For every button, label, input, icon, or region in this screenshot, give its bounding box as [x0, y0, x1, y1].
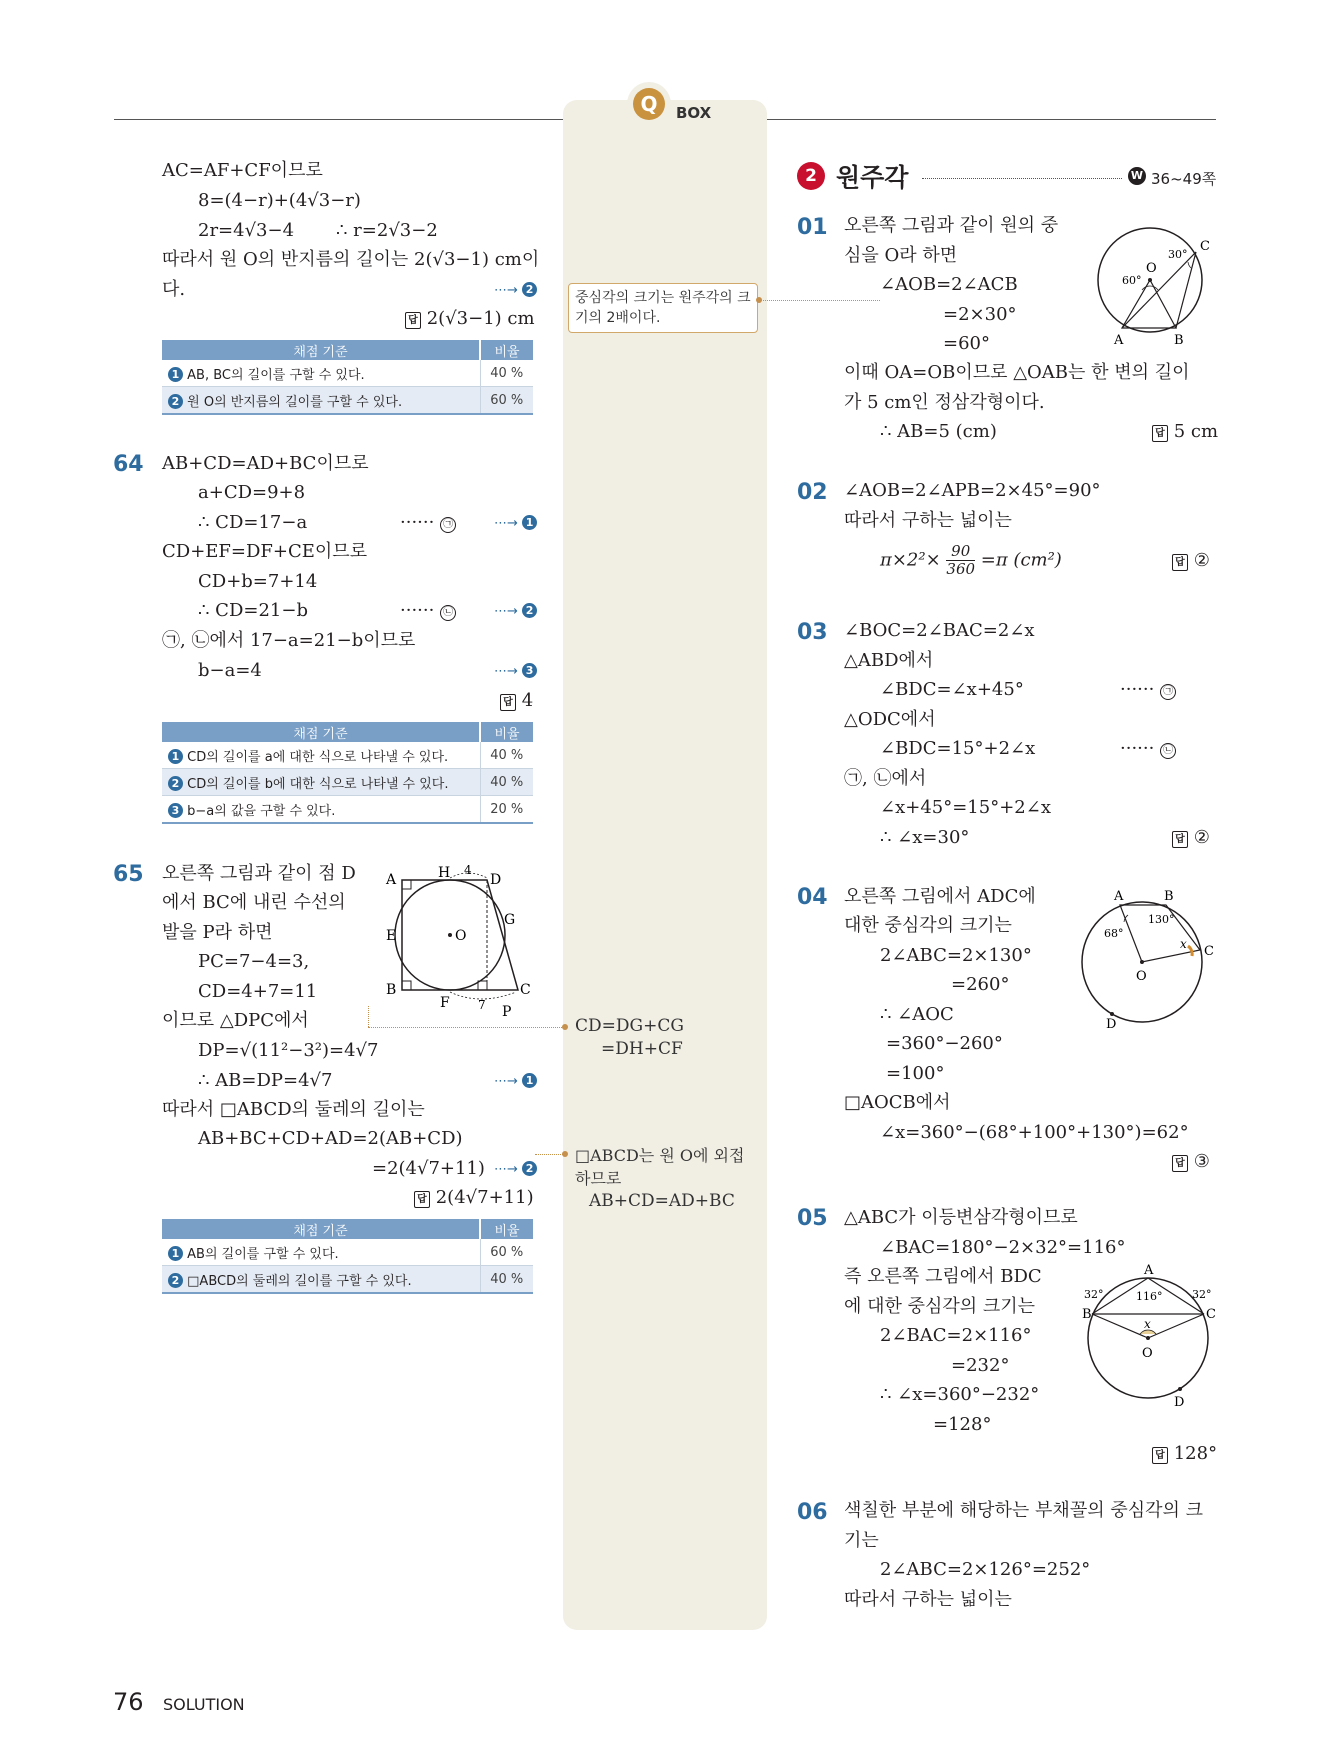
q65-line-3: 발을 P라 하면	[162, 922, 273, 943]
top-line-3b: ∴ r=2√3−2	[336, 220, 438, 241]
fig-label-A: A	[1114, 333, 1124, 347]
fig-label-O: O	[1136, 969, 1147, 984]
q65-line-8: ∴ AB=DP=4√7	[198, 1070, 333, 1091]
q64-line-5: CD+b=7+14	[198, 571, 318, 592]
q65-answer: 답 2(4√7+11)	[414, 1187, 534, 1209]
answer-icon: 답	[1172, 1155, 1188, 1172]
q05-figure	[1082, 1262, 1222, 1412]
fig-label-116: 116°	[1136, 1290, 1163, 1303]
question-65-number: 65	[113, 862, 144, 887]
q04-line-1: 오른쪽 그림에서 ADC에	[844, 886, 1036, 907]
note-1-dot	[756, 297, 762, 303]
fig-label-D: D	[1106, 1017, 1117, 1030]
q64-line-8: b−a=4	[198, 660, 262, 681]
q03-line-4: △ODC에서	[844, 709, 936, 730]
q04-line-4: =260°	[951, 974, 1010, 995]
q64-line-7: ㉠, ㉡에서 17−a=21−b이므로	[162, 630, 416, 651]
fig-label-C: C	[1206, 1307, 1216, 1322]
fig-label-H: H	[438, 865, 451, 881]
fig-label-P: P	[502, 1004, 512, 1020]
qbox-note-2	[575, 1015, 684, 1061]
q64-line-1: AB+CD=AD+BC이므로	[162, 453, 369, 474]
question-02-number: 02	[797, 480, 828, 505]
note-3-dot	[562, 1151, 568, 1157]
q02-answer: 답 ②	[1172, 550, 1210, 572]
q05-line-5: 2∠BAC=2×116°	[880, 1325, 1032, 1346]
q64-line-6: ∴ CD=21−b	[198, 600, 308, 621]
q04-line-2: 대한 중심각의 크기는	[844, 915, 1012, 936]
fig-label-F: F	[440, 995, 450, 1011]
q64-answer: 답 4	[500, 690, 533, 712]
question-05-number: 05	[797, 1206, 828, 1231]
q06-line-3: 2∠ABC=2×126°=252°	[880, 1559, 1091, 1580]
q65-marker-1: ⋯→ 1	[494, 1073, 537, 1089]
w-icon: W	[1128, 167, 1146, 185]
fig-label-32-right: 32°	[1192, 1288, 1212, 1301]
fig-label-C: C	[520, 982, 531, 998]
q05-line-4: 에 대한 중심각의 크기는	[844, 1296, 1036, 1317]
fig-label-60: 60°	[1122, 274, 1142, 287]
q01-line-3: ∠AOB=2∠ACB	[880, 274, 1018, 295]
section-title: 원주각	[836, 163, 909, 192]
fig-label-O: O	[1142, 1346, 1153, 1361]
q03-dots-2: ······ ㉡	[1120, 738, 1176, 760]
table-row: 1 AB, BC의 길이를 구할 수 있다. 40 %	[162, 360, 533, 387]
fig-label-B: B	[1164, 889, 1174, 904]
q03-line-2: △ABD에서	[844, 650, 934, 671]
q64-marker-3: ⋯→ 3	[494, 663, 537, 679]
table-row: 2 원 O의 반지름의 길이를 구할 수 있다. 60 %	[162, 387, 533, 415]
fig-label-O: O	[1146, 261, 1157, 276]
q04-figure	[1078, 880, 1218, 1030]
fig-label-68: 68°	[1104, 927, 1124, 940]
top-line-1	[162, 160, 323, 182]
q06-line-1: 색칠한 부분에 해당하는 부채꼴의 중심각의 크	[844, 1500, 1203, 1521]
q05-line-7: ∴ ∠x=360°−232°	[880, 1384, 1040, 1405]
q04-line-6: =360°−260°	[886, 1033, 1003, 1054]
q64-marker-1: ⋯→ 1	[494, 515, 537, 531]
fig-label-A: A	[1144, 1263, 1154, 1278]
qbox-note-3	[575, 1144, 744, 1213]
fig-label-B: B	[1174, 333, 1184, 347]
top-line-2: 8=(4−r)+(4√3−r)	[198, 190, 361, 211]
q02-line-3: π×2²× $\frac{90}{360}$ =π (cm²)	[880, 542, 1062, 578]
criteria-header: 채점 기준	[162, 1219, 480, 1239]
q01-figure	[1090, 222, 1220, 347]
q65-line-7: DP=√(11²−3²)=4√7	[198, 1040, 379, 1061]
q05-answer: 답 128°	[1152, 1443, 1217, 1465]
table-row: 2 □ABCD의 둘레의 길이를 구할 수 있다. 40 %	[162, 1266, 533, 1294]
q65-marker-2: ⋯→ 2	[494, 1161, 537, 1177]
q05-line-1: △ABC가 이등변삼각형이므로	[844, 1207, 1078, 1228]
q01-line-5: =60°	[943, 333, 990, 354]
q03-line-5: ∠BDC=15°+2∠x	[880, 738, 1036, 759]
q03-answer: 답 ②	[1172, 827, 1210, 849]
q01-line-6: 이때 OA=OB이므로 △OAB는 한 변의 길이	[844, 362, 1190, 383]
question-03-number: 03	[797, 620, 828, 645]
q02-line-2: 따라서 구하는 넓이는	[844, 510, 1012, 531]
fig-label-32-left: 32°	[1084, 1288, 1104, 1301]
criteria-header: 채점 기준	[162, 340, 480, 360]
note-2-connector-v	[368, 1006, 369, 1027]
q03-line-8: ∴ ∠x=30°	[880, 827, 970, 848]
q64-line-4: CD+EF=DF+CE이므로	[162, 541, 368, 562]
q65-line-4: PC=7−4=3,	[198, 951, 310, 972]
question-06-number: 06	[797, 1500, 828, 1525]
fig-label-D: D	[1174, 1395, 1185, 1410]
fig-label-B: B	[1082, 1307, 1092, 1322]
q01-line-1: 오른쪽 그림과 같이 원의 중	[844, 215, 1059, 236]
q04-line-9: ∠x=360°−(68°+100°+130°)=62°	[880, 1122, 1189, 1143]
q64-dots-2: ······ ㉡	[400, 600, 456, 622]
answer-icon: 답	[414, 1191, 430, 1208]
ratio-header: 비율	[480, 1219, 533, 1239]
fig-label-C: C	[1204, 944, 1214, 959]
fig-label-C: C	[1200, 239, 1210, 254]
q01-line-2: 심을 O라 하면	[844, 245, 958, 266]
fig-label-B: B	[386, 982, 397, 998]
q64-marker-2: ⋯→ 2	[494, 603, 537, 619]
q65-line-2: 에서 BC에 내린 수선의	[162, 892, 346, 913]
answer-icon: 답	[1152, 425, 1168, 442]
fig-label-4: 4	[464, 863, 472, 877]
fraction: $\frac{90}{360}$	[946, 542, 976, 578]
note-2-line-1: CD=DG+CG	[575, 1016, 684, 1036]
note-3-line-3: AB+CD=AD+BC	[589, 1191, 735, 1211]
q64-line-3: ∴ CD=17−a	[198, 512, 308, 533]
q03-line-6: ㉠, ㉡에서	[844, 768, 927, 789]
q04-line-8: □AOCB에서	[844, 1092, 951, 1113]
question-64-number: 64	[113, 452, 144, 477]
question-04-number: 04	[797, 885, 828, 910]
note-2-dot	[562, 1024, 568, 1030]
q04-line-3: 2∠ABC=2×130°	[880, 945, 1032, 966]
q02-line-1: ∠AOB=2∠APB=2×45°=90°	[844, 480, 1101, 501]
note-3-line-2: 하므로	[575, 1169, 622, 1188]
q01-line-7: 가 5 cm인 정삼각형이다.	[844, 392, 1045, 413]
answer-top: 답 2(√3−1) cm	[405, 308, 535, 330]
section-dotted-rule	[922, 178, 1122, 179]
note-2-line-2: =DH+CF	[601, 1039, 683, 1059]
fig-label-A: A	[386, 872, 397, 888]
q03-line-7: ∠x+45°=15°+2∠x	[880, 797, 1051, 818]
table-row: 2 CD의 길이를 b에 대한 식으로 나타낼 수 있다. 40 %	[162, 769, 533, 796]
q06-line-2: 기는	[844, 1530, 879, 1551]
answer-icon: 답	[500, 694, 516, 711]
fig-label-7: 7	[478, 998, 486, 1012]
note-1-connector	[760, 300, 880, 301]
q06-line-4: 따라서 구하는 넓이는	[844, 1589, 1012, 1610]
q03-line-1: ∠BOC=2∠BAC=2∠x	[844, 620, 1035, 641]
q01-line-4: =2×30°	[943, 304, 1017, 325]
q01-line-8: ∴ AB=5 (cm)	[880, 421, 997, 442]
fig-label-x: x	[1144, 1317, 1151, 1331]
fig-label-G: G	[504, 912, 516, 928]
q05-line-8: =128°	[933, 1414, 992, 1435]
q64-line-2: a+CD=9+8	[198, 482, 306, 503]
q03-dots-1: ······ ㉠	[1120, 679, 1176, 701]
top-line-1-text: AC=AF+CF이므로	[162, 160, 323, 181]
top-line-5: 다.	[162, 279, 186, 300]
q64-dots-1: ······ ㉠	[400, 512, 456, 534]
answer-icon: 답	[405, 312, 421, 329]
q05-line-6: =232°	[951, 1355, 1010, 1376]
note-3-connector	[535, 1154, 565, 1155]
top-line-3a: 2r=4√3−4	[198, 220, 295, 241]
table-row: 3 b−a의 값을 구할 수 있다. 20 %	[162, 796, 533, 824]
q04-line-7: =100°	[886, 1063, 945, 1084]
question-01-number: 01	[797, 215, 828, 240]
top-line-4: 따라서 원 O의 반지름의 길이는 2(√3−1) cm이	[162, 249, 540, 270]
q03-line-3: ∠BDC=∠x+45°	[880, 679, 1024, 700]
table-row: 1 CD의 길이를 a에 대한 식으로 나타낼 수 있다. 40 %	[162, 742, 533, 769]
criteria-table-1	[162, 340, 533, 415]
q01-answer: 답 5 cm	[1152, 421, 1218, 443]
table-row: 1 AB의 길이를 구할 수 있다. 60 %	[162, 1239, 533, 1266]
criteria-table-3	[162, 1219, 533, 1294]
q65-line-11: =2(4√7+11)	[372, 1158, 485, 1179]
q05-line-2: ∠BAC=180°−2×32°=116°	[880, 1237, 1126, 1258]
criteria-header: 채점 기준	[162, 722, 480, 742]
q04-line-5: ∴ ∠AOC	[880, 1004, 954, 1025]
note-2-connector	[368, 1027, 564, 1028]
page-number: 76	[113, 1688, 144, 1716]
section-number-badge: 2	[797, 162, 825, 190]
q65-line-9: 따라서 □ABCD의 둘레의 길이는	[162, 1099, 425, 1120]
q65-figure	[380, 860, 540, 1020]
footer-label: SOLUTION	[163, 1695, 245, 1714]
qbox-label: BOX	[676, 104, 712, 122]
q04-answer: 답 ③	[1172, 1151, 1210, 1173]
step-marker: ⋯→ 2	[494, 282, 537, 298]
fig-label-O: O	[455, 928, 467, 944]
answer-icon: 답	[1172, 831, 1188, 848]
fig-label-D: D	[490, 872, 502, 888]
fig-label-A: A	[1114, 889, 1124, 904]
ratio-header: 비율	[480, 340, 533, 360]
q65-line-10: AB+BC+CD+AD=2(AB+CD)	[198, 1128, 463, 1149]
q65-line-1: 오른쪽 그림과 같이 점 D	[162, 863, 356, 884]
q65-line-5: CD=4+7=11	[198, 981, 318, 1002]
qbox-note-1: 중심각의 크기는 원주각의 크기의 2배이다.	[568, 283, 758, 333]
answer-icon: 답	[1172, 554, 1188, 571]
section-pages: 36~49쪽	[1151, 170, 1217, 188]
q65-line-6: 이므로 △DPC에서	[162, 1010, 309, 1031]
ratio-header: 비율	[480, 722, 533, 742]
note-3-line-1: □ABCD는 원 O에 외접	[575, 1146, 745, 1165]
fig-label-x: x	[1180, 937, 1187, 951]
criteria-table-2	[162, 722, 533, 824]
answer-icon: 답	[1152, 1447, 1168, 1464]
qbox-badge-circle: Q	[633, 88, 665, 120]
fig-label-130: 130°	[1148, 913, 1175, 926]
fig-label-E: E	[386, 928, 397, 944]
q05-line-3: 즉 오른쪽 그림에서 BDC	[844, 1266, 1042, 1287]
fig-label-30: 30°	[1168, 248, 1188, 261]
